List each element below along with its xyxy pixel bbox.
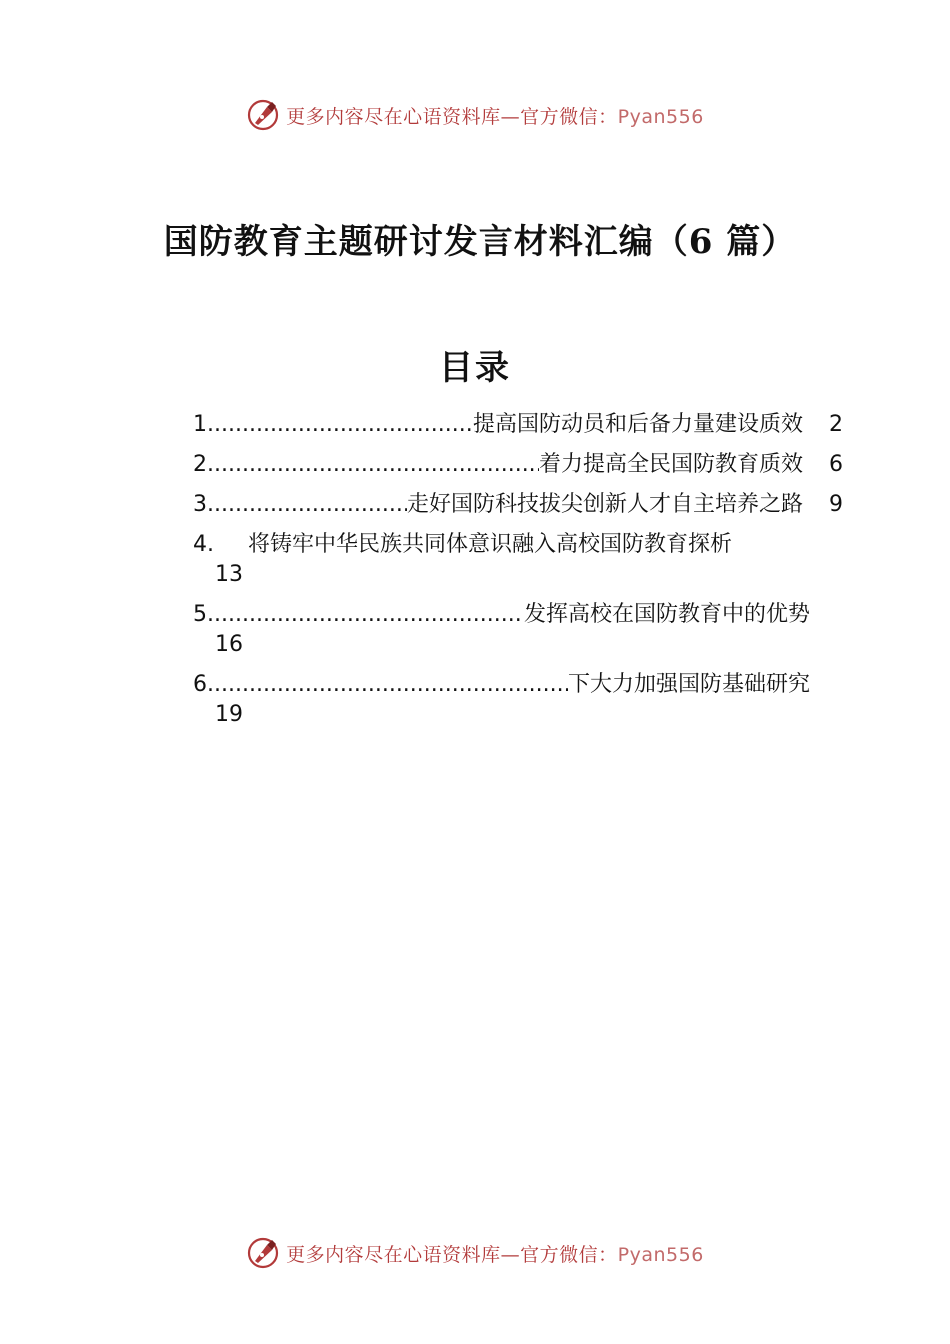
toc-entry[interactable] [193,530,843,600]
wechat-id: Pyan556 [617,1243,704,1266]
toc-entry-title: 发挥高校在国防教育中的优势 [523,602,810,627]
watermark-text: 更多内容尽在心语资料库—官方微信：Pyan556 [286,1243,704,1266]
toc-entry-number: 6 [193,672,207,697]
footer-watermark-banner [0,1233,950,1273]
toc-entry-page: 13 [215,562,243,587]
toc-entry[interactable] [193,490,843,530]
wechat-id: Pyan556 [617,105,704,128]
toc-entry-title: 着力提高全民国防教育质效 [538,452,803,477]
toc-entry-number: 1 [193,412,207,437]
toc-entry[interactable] [193,600,843,670]
toc-entry-title: 下大力加强国防基础研究 [567,672,810,697]
toc-entry-number: 4. [193,532,214,557]
toc-dot-leader [207,490,407,520]
toc-entry-title: 提高国防动员和后备力量建设质效 [472,412,803,437]
toc-entry-number: 3 [193,492,207,517]
toc-entry-page: 6 [829,452,843,477]
toc-entry-title: 将铸牢中华民族共同体意识融入高校国防教育探析 [248,532,733,557]
toc-entry-number: 5 [193,602,207,627]
toc-entry-page: 2 [829,412,843,437]
toc-dot-leader [207,600,524,630]
toc-entry-title: 走好国防科技拔尖创新人才自主培养之路 [406,492,803,517]
toc-entry[interactable] [193,410,843,450]
toc-entry-number: 2 [193,452,207,477]
toc-entry-page: 19 [215,702,243,727]
watermark-text: 更多内容尽在心语资料库—官方微信：Pyan556 [286,105,704,128]
toc-dot-leader [207,670,568,700]
toc-heading: 目录 [439,348,511,388]
toc-entry-page: 9 [829,492,843,517]
table-of-contents [193,410,843,740]
pen-nib-logo-icon [246,98,280,132]
pen-nib-logo-icon [246,1236,280,1270]
toc-dot-leader [207,450,539,480]
toc-entry[interactable] [193,450,843,490]
toc-entry[interactable] [193,670,843,740]
toc-dot-leader [207,410,473,440]
header-watermark-banner [0,95,950,135]
toc-entry-page: 16 [215,632,243,657]
document-title: 国防教育主题研讨发言材料汇编（6 篇） [163,222,797,262]
